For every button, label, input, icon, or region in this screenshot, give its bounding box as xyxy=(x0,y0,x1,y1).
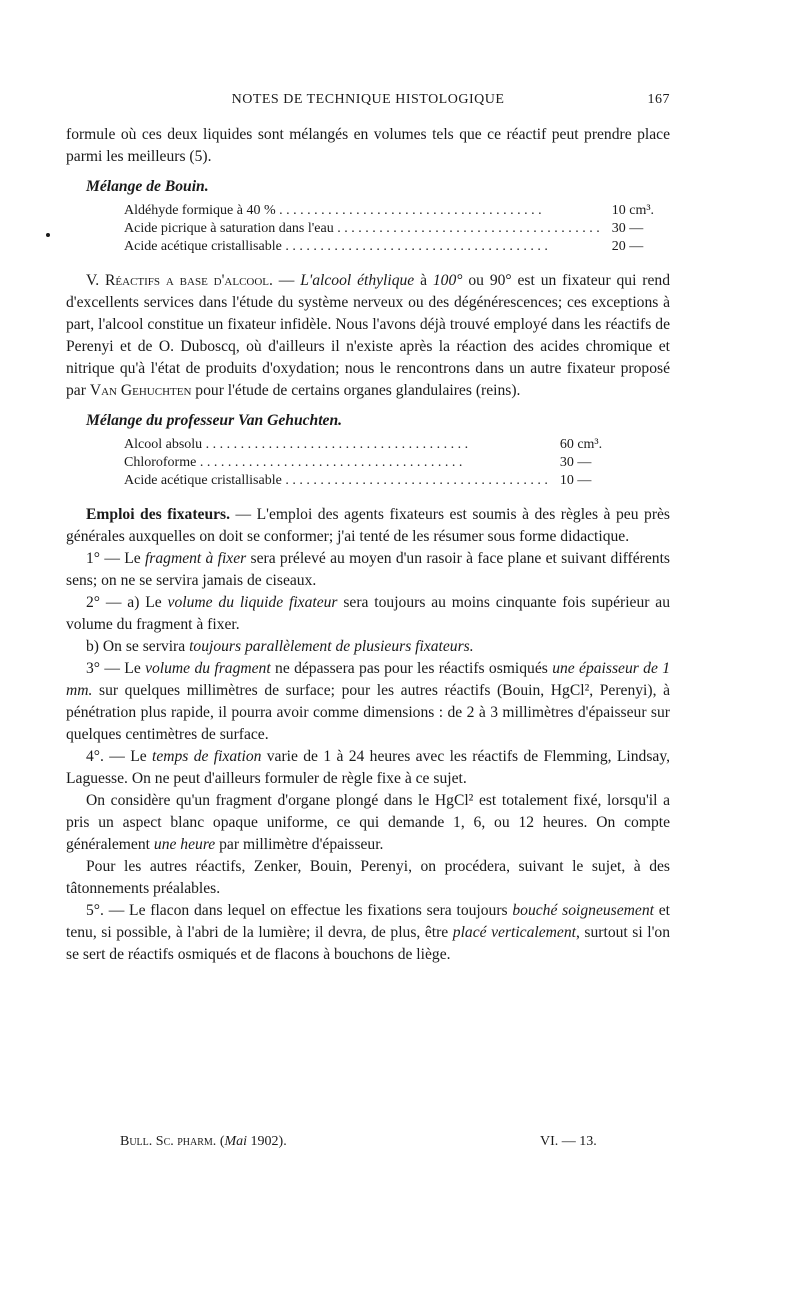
intro-paragraph: formule où ces deux liquides sont mélangés en volumes tels que ce réactif peut prendre place parmi les meilleurs (5). xyxy=(66,126,670,165)
item-2a: 2° — a) Le volume du liquide fixateur sera toujours au moins cinquante fois supérieur au volume du fragment à fixer. xyxy=(66,594,671,633)
item-1: 1° — Le fragment à fixer sera prélevé au moyen d'un rasoir à face plane et suivant différents sens; on ne se servira jamais de ciseaux. xyxy=(66,550,670,589)
section-v-label: V. Réactifs a base d'alcool. xyxy=(86,272,273,289)
margin-dot xyxy=(46,233,50,237)
ingredient-qty: 10 — xyxy=(559,473,592,488)
bouin-heading: Mélange de Bouin. xyxy=(86,178,209,195)
ingredient-qty: 10 cm³. xyxy=(611,203,655,218)
author-name: Van Gehuchten xyxy=(89,382,192,399)
item-5: 5°. — Le flacon dans lequel on effectue les fixations sera toujours bouché soigneusement et tenu, si possible, à l'abri de la lumière; il devra, de plus, être placé verticalement, surtout si l'on se sert de réactifs osmiqués et de flacons à bouchons de liège. xyxy=(66,902,670,963)
ingredient-qty: 20 — xyxy=(611,239,644,254)
emploi-paragraph: Emploi des fixateurs. — L'emploi des agents fixateurs est soumis à des règles à peu près générales auxquelles on doit se conformer; j'ai tenté de les résumer sous forme didactique. xyxy=(66,506,671,545)
recipe-row xyxy=(124,220,670,238)
ingredient-qty: 30 — xyxy=(611,221,644,236)
gehuchten-recipe xyxy=(124,436,624,490)
footer-citation: Bull. Sc. pharm. (Mai 1902). xyxy=(120,1134,287,1149)
recipe-row xyxy=(124,454,624,472)
page-footer xyxy=(120,1134,620,1154)
ingredient-name: Acide acétique cristallisable . . . xyxy=(124,473,548,488)
recipe-row xyxy=(124,238,670,256)
ingredient-qty: 30 — xyxy=(559,455,592,470)
ingredient-name: Acide picrique à saturation dans l'eau . . . xyxy=(124,221,600,236)
body-text xyxy=(66,124,670,966)
recipe-row xyxy=(124,202,670,220)
page-number: 167 xyxy=(647,92,670,107)
ingredient-name: Aldéhyde formique à 40 % . . . xyxy=(124,203,542,218)
gehuchten-heading: Mélange du professeur Van Gehuchten. xyxy=(86,412,343,429)
item-3: 3° — Le volume du fragment ne dépassera pas pour les réactifs osmiqués une épaisseur de 1 mm. sur quelques millimètres de surface; pour les autres réactifs (Bouin, HgCl², Perenyi), à pénétration plus rapide, il pourra avoir comme dimensions : de 2 à 3 millimètres d'épaisseur sur quelques centimètres de surface. xyxy=(66,660,670,743)
item-4: 4°. — Le temps de fixation varie de 1 à 24 heures avec les réactifs de Flemming, Lindsay, Laguesse. On ne peut d'ailleurs formuler de règle fixe à ce sujet. xyxy=(66,748,670,787)
autres-paragraph: Pour les autres réactifs, Zenker, Bouin, Perenyi, on procédera, suivant le sujet, à des tâtonnements préalables. xyxy=(66,858,670,897)
bouin-recipe xyxy=(124,202,670,256)
hgcl-paragraph: On considère qu'un fragment d'organe plongé dans le HgCl² est totalement fixé, lorsqu'il a pris un aspect blanc opaque uniforme, ce qui demande 1, 6, ou 12 heures. On compte généralement une heure par millimètre d'épaisseur. xyxy=(66,792,670,853)
journal-name: Bull. Sc. pharm. xyxy=(120,1134,217,1149)
ingredient-qty: 60 cm³. xyxy=(559,437,603,452)
emploi-label: Emploi des fixateurs. xyxy=(86,506,231,523)
ingredient-name: Acide acétique cristallisable . . . xyxy=(124,239,548,254)
item-2b: b) On se servira toujours parallèlement de plusieurs fixateurs. xyxy=(86,638,474,655)
running-title: NOTES DE TECHNIQUE HISTOLOGIQUE xyxy=(231,92,505,107)
section-v-paragraph: V. Réactifs a base d'alcool. — L'alcool éthylique à 100° ou 90° est un fixateur qui rend d'excellents services dans l'étude du système nerveux ou des dégénérescences; ces exceptions à part, l'alcool constitue un fixateur infidèle. Nous l'avons déjà trouvé employé dans les réactifs de Perenyi et de O. Duboscq, où d'ailleurs il n'existe après la réaction des acides chromique et nitrique qu'à l'état de produits d'oxydation; nous le rencontrons dans un autre fixateur proposé par Van Gehuchten pour l'étude de certains organes glandulaires (reins). xyxy=(66,272,670,399)
recipe-row xyxy=(124,436,624,454)
recipe-row xyxy=(124,472,624,490)
ingredient-name: Chloroforme . . . xyxy=(124,455,462,470)
running-header xyxy=(66,92,670,112)
signature-mark: VI. — 13. xyxy=(540,1134,597,1149)
ingredient-name: Alcool absolu . . . xyxy=(124,437,468,452)
